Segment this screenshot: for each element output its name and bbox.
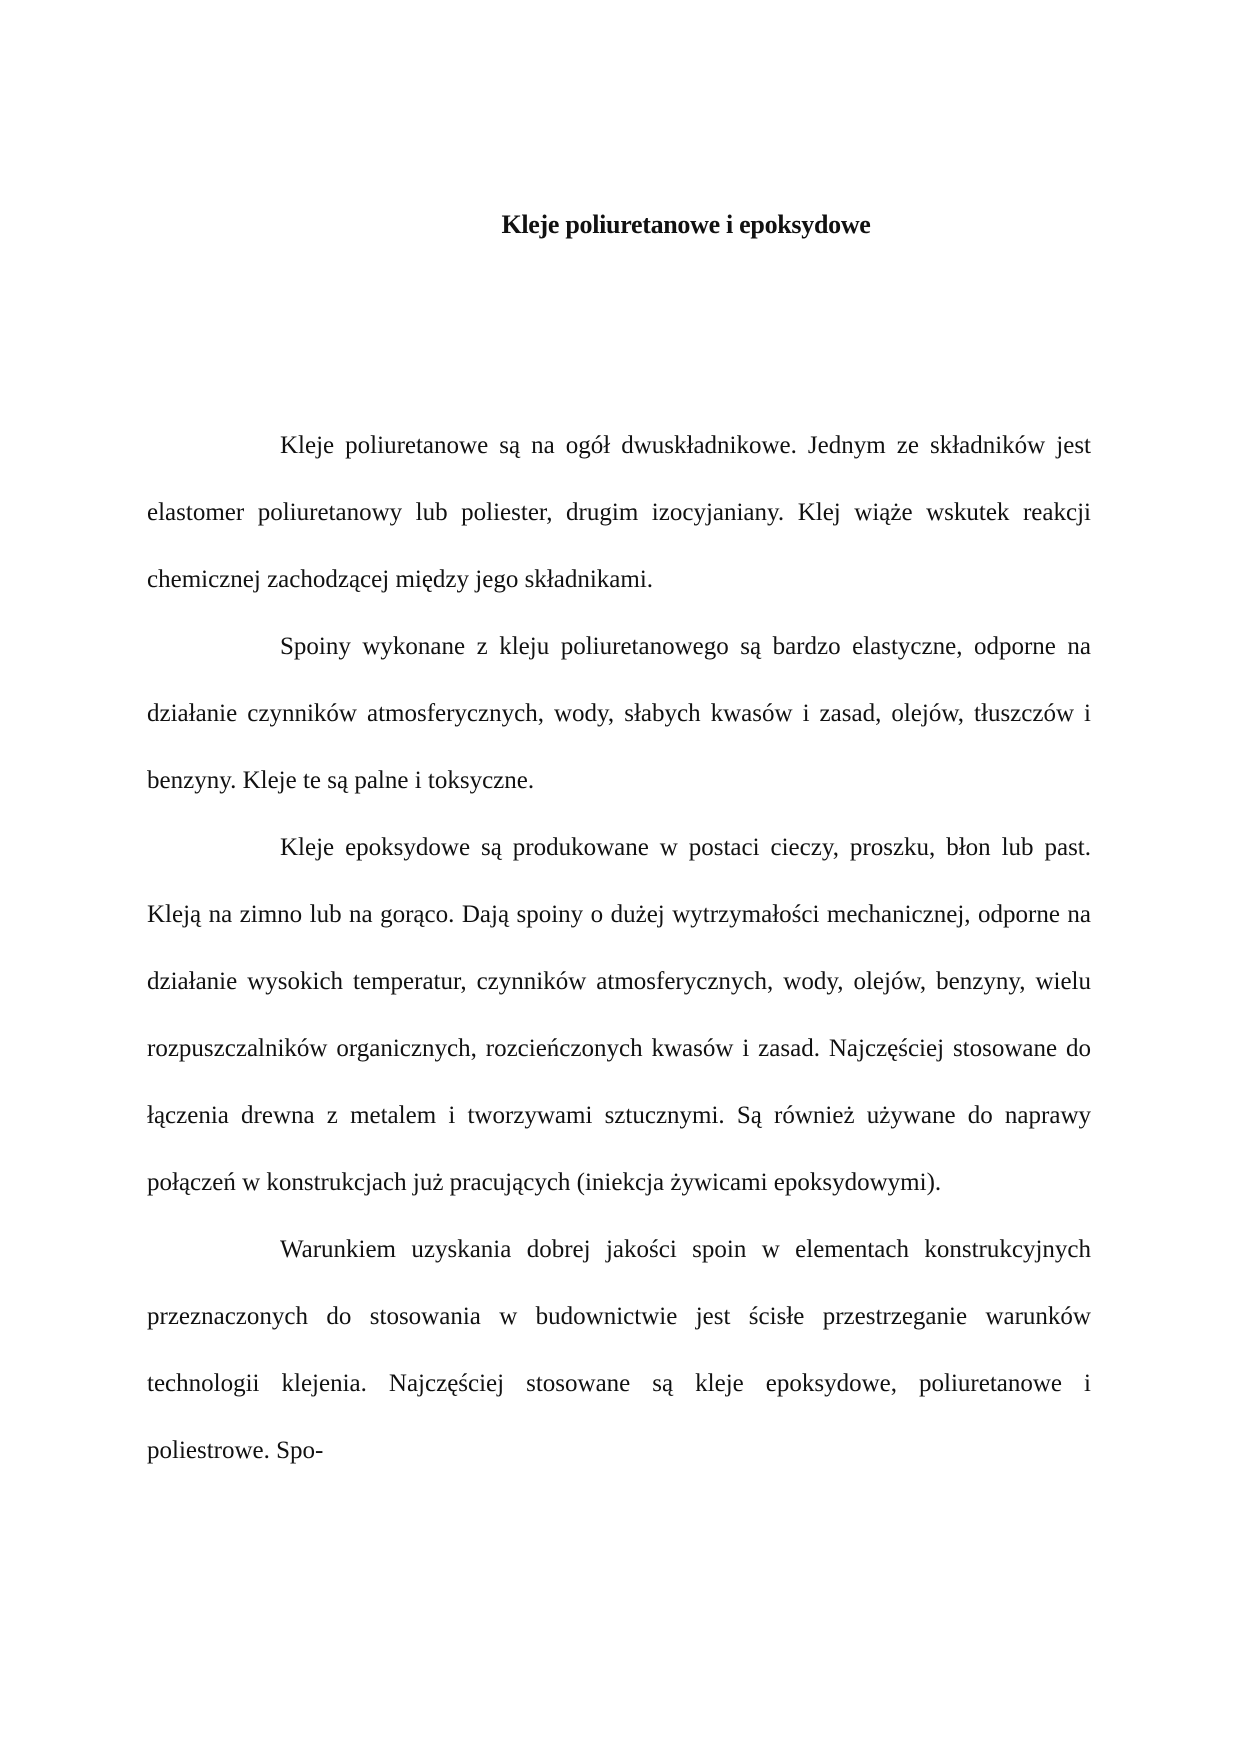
- paragraph-epoxy: Kleje epoksydowe są produkowane w postaci cieczy, proszku, błon lub past. Kleją na zimno lub na gorąco. Dają spoiny o dużej wytrzymałości mechanicznej, odporne na działanie wysokich temperatur, czynników atmosferycznych, wody, olejów, benzyny, wielu rozpuszczalników organicznych, rozcieńczonych kwasów i zasad. Najczęściej stosowane do łączenia drewna z metalem i tworzywami sztucznymi. Są również używane do naprawy połączeń w konstrukcjach już pracujących (iniekcja żywicami epoksydowymi).: [147, 834, 1091, 1196]
- document-title: Kleje poliuretanowe i epoksydowe: [501, 210, 871, 239]
- paragraph-construction-conditions: Warunkiem uzyskania dobrej jakości spoin w elementach konstrukcyjnych przeznaczonych do stosowania w budownictwie jest ścisłe przestrzeganie warunków technologii klejenia. Najczęściej stosowane są kleje epoksydowe, poliuretanowe i poliestrowe. Spo-: [147, 1236, 1091, 1464]
- paragraph-polyurethane-intro: Kleje poliuretanowe są na ogół dwuskładnikowe. Jednym ze składników jest elastomer poliuretanowy lub poliester, drugim izocyjaniany. Klej wiąże wskutek reakcji chemicznej zachodzącej między jego składnikami.: [147, 432, 1091, 593]
- paragraph-polyurethane-properties: Spoiny wykonane z kleju poliuretanowego są bardzo elastyczne, odporne na działanie czynników atmosferycznych, wody, słabych kwasów i zasad, olejów, tłuszczów i benzyny. Kleje te są palne i toksyczne.: [147, 633, 1091, 794]
- document-body: [147, 412, 1091, 1484]
